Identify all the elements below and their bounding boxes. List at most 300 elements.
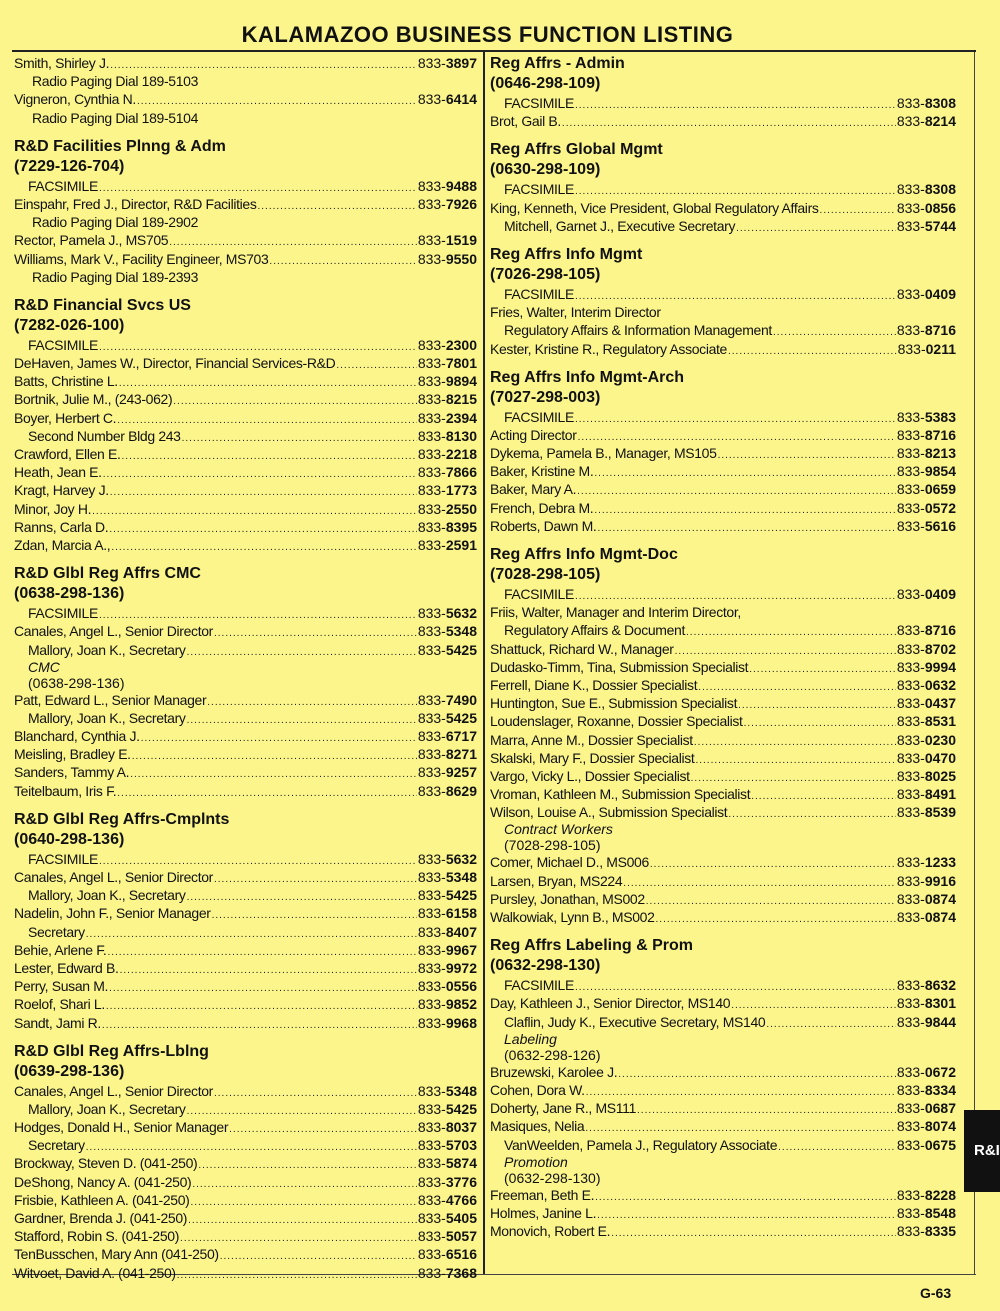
listing-entry xyxy=(14,977,477,995)
listing-entry xyxy=(490,408,956,426)
phone-prefix: 833- xyxy=(896,1063,925,1080)
phone-prefix: 833- xyxy=(896,804,925,821)
phone-extension: 0675 xyxy=(924,1136,956,1153)
entry-name: Batts, Christine L. xyxy=(14,373,118,390)
listing-entry xyxy=(14,500,477,518)
department-section xyxy=(14,54,477,127)
phone-extension: 1773 xyxy=(445,482,477,499)
phone-prefix: 833- xyxy=(417,391,446,408)
right-column xyxy=(490,54,956,1240)
department-section xyxy=(14,1042,477,1282)
phone-extension: 9488 xyxy=(445,177,477,194)
entry-phone xyxy=(897,658,956,676)
entry-name: Cohen, Dora W. xyxy=(490,1081,585,1098)
entry-phone xyxy=(418,1173,477,1191)
phone-extension: 5425 xyxy=(445,1100,477,1117)
phone-extension: 8629 xyxy=(445,782,477,799)
entry-name: Heath, Jean E. xyxy=(14,464,102,481)
entry-name: Brockway, Steven D. (041-250) xyxy=(14,1155,198,1172)
entry-phone xyxy=(418,427,477,445)
phone-extension: 0470 xyxy=(924,749,956,766)
listing-entry xyxy=(490,1136,956,1154)
dot-leader xyxy=(336,357,416,375)
phone-extension: 9844 xyxy=(924,1013,956,1030)
subsection-code: (0632-298-126) xyxy=(504,1046,601,1063)
entry-phone xyxy=(897,749,956,767)
phone-prefix: 833- xyxy=(417,1100,446,1117)
entry-name: Walkowiak, Lynn B., MS002 xyxy=(490,909,655,925)
entry-name: Skalski, Mary F., Dossier Specialist xyxy=(490,749,695,766)
entry-name: King, Kenneth, Vice President, Global Regulatory Affairs xyxy=(490,199,819,216)
entry-phone xyxy=(418,868,477,886)
department-code: (7027-298-003) xyxy=(490,388,601,406)
entry-phone xyxy=(897,462,956,480)
entry-name: Baker, Kristine M. xyxy=(490,463,594,480)
entry-name: Holmes, Janine L. xyxy=(490,1204,597,1221)
department-section xyxy=(490,54,956,130)
entry-name: Vroman, Kathleen M., Submission Specialist xyxy=(490,786,751,803)
entry-phone xyxy=(418,518,477,536)
dot-leader xyxy=(611,1225,896,1243)
dot-leader xyxy=(132,748,417,766)
phone-extension: 9894 xyxy=(445,373,477,390)
top-rule xyxy=(12,50,976,52)
entry-phone xyxy=(418,1264,477,1282)
listing-entry xyxy=(490,585,956,603)
listing-entry xyxy=(14,1227,477,1245)
phone-extension: 5348 xyxy=(445,623,477,640)
entry-phone xyxy=(897,853,956,871)
entry-name: Crawford, Ellen E. xyxy=(14,446,121,462)
entry-phone xyxy=(897,908,956,926)
entry-phone xyxy=(897,199,956,217)
entry-phone xyxy=(897,585,956,603)
phone-extension: 8702 xyxy=(924,640,956,657)
entry-name: FACSIMILE xyxy=(28,850,98,867)
phone-prefix: 833- xyxy=(417,500,446,517)
entry-phone xyxy=(897,731,956,749)
phone-prefix: 833- xyxy=(896,854,925,871)
phone-extension: 1233 xyxy=(924,854,956,871)
phone-extension: 8308 xyxy=(924,181,956,198)
listing-note: Radio Paging Dial 189-5103 xyxy=(32,73,199,90)
entry-name: Claflin, Judy K., Executive Secretary, MS140 xyxy=(504,1013,766,1030)
dot-leader xyxy=(207,694,417,712)
phone-prefix: 833- xyxy=(896,622,925,639)
phone-prefix: 833- xyxy=(896,640,925,657)
entry-name: Canales, Angel L., Senior Director xyxy=(14,1082,213,1099)
phone-extension: 6414 xyxy=(445,91,477,108)
phone-prefix: 833- xyxy=(417,691,446,708)
department-section xyxy=(490,936,956,1240)
phone-prefix: 833- xyxy=(896,786,925,803)
phone-prefix: 833- xyxy=(417,250,446,267)
dot-leader xyxy=(92,503,417,521)
entry-phone xyxy=(897,499,956,517)
listing-entry xyxy=(490,180,956,198)
phone-prefix: 833- xyxy=(896,658,925,675)
dot-leader xyxy=(751,788,896,806)
department-name: Reg Affrs - Admin xyxy=(490,55,625,72)
phone-extension: 6717 xyxy=(445,728,477,745)
phone-extension: 7926 xyxy=(445,195,477,212)
listing-entry xyxy=(490,112,956,130)
listing-entry xyxy=(490,94,956,112)
entry-phone xyxy=(418,177,477,195)
entry-phone xyxy=(418,1082,477,1100)
phone-prefix: 833- xyxy=(417,959,446,976)
entry-phone xyxy=(418,977,477,995)
phone-extension: 8271 xyxy=(445,746,477,763)
entry-name: Canales, Angel L., Senior Director xyxy=(14,869,213,885)
entry-phone xyxy=(418,354,477,372)
department-section xyxy=(14,564,477,800)
phone-prefix: 833- xyxy=(417,1191,446,1208)
phone-prefix: 833- xyxy=(896,731,925,748)
dot-leader xyxy=(575,97,896,115)
dot-leader xyxy=(595,1189,896,1207)
entry-phone xyxy=(898,340,956,358)
entry-name: DeHaven, James W., Director, Financial Services-R&D xyxy=(14,355,336,372)
phone-extension: 9967 xyxy=(445,941,477,958)
listing-entry xyxy=(14,536,477,554)
entry-phone xyxy=(418,622,477,640)
phone-extension: 9550 xyxy=(445,250,477,267)
entry-phone xyxy=(897,285,956,303)
listing-note: Friis, Walter, Manager and Interim Director, xyxy=(490,604,741,621)
phone-prefix: 833- xyxy=(896,977,925,994)
phone-extension: 8130 xyxy=(445,427,477,444)
phone-extension: 8531 xyxy=(924,713,956,730)
entry-phone xyxy=(418,641,477,659)
dot-leader xyxy=(141,730,417,748)
entry-phone xyxy=(897,1186,956,1204)
entry-name: Kragt, Harvey J. xyxy=(14,482,109,499)
entry-phone xyxy=(418,195,477,213)
listing-entry xyxy=(490,1222,956,1240)
entry-phone xyxy=(418,54,477,72)
entry-phone xyxy=(418,1191,477,1209)
listing-entry xyxy=(14,1264,477,1282)
dot-leader xyxy=(107,944,416,962)
entry-phone xyxy=(897,1081,956,1099)
entry-phone xyxy=(418,959,477,977)
phone-prefix: 833- xyxy=(896,322,925,339)
listing-entry xyxy=(490,517,956,535)
entry-phone xyxy=(897,621,956,639)
phone-extension: 9257 xyxy=(445,764,477,781)
phone-prefix: 833- xyxy=(896,113,925,130)
department-name: Reg Affrs Info Mgmt xyxy=(490,245,643,263)
phone-extension: 5632 xyxy=(445,850,477,867)
dot-leader xyxy=(187,644,417,662)
listing-entry xyxy=(490,908,956,926)
phone-prefix: 833- xyxy=(417,177,446,194)
phone-prefix: 833- xyxy=(896,767,925,784)
dot-leader xyxy=(738,697,896,715)
entry-name: Secretary xyxy=(28,1137,85,1154)
phone-extension: 0659 xyxy=(924,481,956,498)
entry-name: Mallory, Joan K., Secretary xyxy=(28,641,186,658)
phone-extension: 9994 xyxy=(924,658,956,675)
phone-extension: 5348 xyxy=(445,869,477,885)
dot-leader xyxy=(106,998,417,1016)
entry-phone xyxy=(418,481,477,499)
dot-leader xyxy=(778,1139,896,1157)
dot-leader xyxy=(744,715,896,733)
listing-entry xyxy=(490,621,956,639)
phone-extension: 9916 xyxy=(924,872,956,889)
phone-extension: 0230 xyxy=(924,731,956,748)
entry-phone xyxy=(418,500,477,518)
entry-name: Frisbie, Kathleen A. (041-250) xyxy=(14,1191,190,1208)
phone-extension: 8407 xyxy=(445,923,477,940)
entry-phone xyxy=(897,444,956,462)
entry-name: Mallory, Joan K., Secretary xyxy=(28,709,186,726)
department-section xyxy=(14,810,477,1032)
department-name: R&D Glbl Reg Affrs-Cmplnts xyxy=(14,810,230,828)
phone-extension: 5425 xyxy=(445,641,477,658)
entry-phone xyxy=(897,712,956,730)
entry-name: Ranns, Carla D. xyxy=(14,518,109,535)
dot-leader xyxy=(736,220,896,238)
entry-phone xyxy=(418,904,477,922)
listing-entry xyxy=(14,1173,477,1191)
entry-name: Monovich, Robert E. xyxy=(490,1223,611,1240)
phone-prefix: 833- xyxy=(896,1100,925,1117)
listing-entry xyxy=(14,1100,477,1118)
listing-entry xyxy=(490,480,956,498)
phone-extension: 8037 xyxy=(445,1119,477,1136)
listing-entry xyxy=(14,941,477,959)
entry-phone xyxy=(897,321,956,339)
department-name: R&D Glbl Reg Affrs-Lblng xyxy=(14,1042,209,1060)
dot-leader xyxy=(220,1248,417,1266)
entry-name: Behie, Arlene F. xyxy=(14,941,107,958)
entry-phone xyxy=(418,390,477,408)
entry-name: Ferrell, Diane K., Dossier Specialist xyxy=(490,676,698,693)
phone-prefix: 833- xyxy=(896,95,925,111)
entry-name: Doherty, Jane R., MS111 xyxy=(490,1100,637,1117)
phone-prefix: 833- xyxy=(417,623,446,640)
phone-extension: 8539 xyxy=(924,804,956,821)
subsection-name: Labeling xyxy=(504,1030,557,1047)
entry-phone xyxy=(897,426,956,444)
listing-entry xyxy=(490,694,956,712)
listing-entry xyxy=(490,1204,956,1222)
entry-name: Huntington, Sue E., Submission Specialist xyxy=(490,695,738,712)
phone-prefix: 833- xyxy=(417,709,446,726)
phone-prefix: 833- xyxy=(417,55,446,71)
listing-entry xyxy=(490,803,956,821)
entry-phone xyxy=(897,640,956,658)
entry-phone xyxy=(897,976,956,994)
phone-extension: 3897 xyxy=(445,55,477,71)
department-section xyxy=(490,545,956,926)
phone-prefix: 833- xyxy=(417,91,446,108)
listing-entry xyxy=(14,641,477,659)
entry-name: Larsen, Bryan, MS224 xyxy=(490,872,623,889)
entry-name: Nadelin, John F., Senior Manager xyxy=(14,905,211,922)
entry-name: FACSIMILE xyxy=(504,95,574,111)
right-rule xyxy=(974,52,975,1275)
phone-extension: 8491 xyxy=(924,786,956,803)
entry-phone xyxy=(418,231,477,249)
phone-extension: 8335 xyxy=(924,1223,956,1240)
department-section xyxy=(490,368,956,535)
entry-name: Masiques, Nelia xyxy=(490,1118,585,1135)
entry-name: Pursley, Jonathan, MS002 xyxy=(490,890,645,907)
listing-note: Radio Paging Dial 189-5104 xyxy=(32,109,199,126)
phone-extension: 8308 xyxy=(924,95,956,111)
listing-entry xyxy=(490,640,956,658)
department-code: (0632-298-130) xyxy=(490,957,601,975)
entry-phone xyxy=(418,336,477,354)
entry-phone xyxy=(418,409,477,427)
entry-name: Baker, Mary A. xyxy=(490,481,577,498)
entry-phone xyxy=(897,872,956,890)
entry-phone xyxy=(418,691,477,709)
listing-entry xyxy=(14,995,477,1013)
listing-note: Radio Paging Dial 189-2393 xyxy=(32,268,199,285)
entry-name: Day, Kathleen J., Senior Director, MS140 xyxy=(490,995,731,1012)
dot-leader xyxy=(214,871,417,889)
dot-leader xyxy=(111,539,416,557)
listing-entry xyxy=(14,604,477,622)
phone-prefix: 833- xyxy=(417,1264,446,1281)
phone-prefix: 833- xyxy=(896,1204,925,1221)
phone-prefix: 833- xyxy=(417,905,446,922)
listing-entry xyxy=(14,727,477,745)
section-tab[interactable] xyxy=(964,1110,1000,1192)
entry-phone xyxy=(897,112,956,130)
dot-leader xyxy=(728,806,895,824)
phone-extension: 8301 xyxy=(924,995,956,1012)
entry-name: Kester, Kristine R., Regulatory Associate xyxy=(490,340,727,357)
entry-phone xyxy=(897,694,956,712)
dot-leader xyxy=(820,202,896,220)
listing-entry xyxy=(14,372,477,390)
listing-entry xyxy=(490,321,956,339)
entry-name: Regulatory Affairs & Information Management xyxy=(504,322,772,339)
dot-leader xyxy=(173,393,417,411)
dot-leader xyxy=(594,465,895,483)
phone-extension: 8334 xyxy=(924,1081,956,1098)
phone-prefix: 833- xyxy=(417,232,446,249)
listing-entry xyxy=(14,90,477,108)
phone-prefix: 833- xyxy=(417,941,446,958)
dot-leader xyxy=(575,411,896,429)
listing-entry xyxy=(490,217,956,235)
listing-entry xyxy=(14,354,477,372)
subsection-name: Contract Workers xyxy=(504,821,613,838)
phone-extension: 0556 xyxy=(445,978,477,995)
subsection-name: CMC xyxy=(28,658,60,675)
listing-entry xyxy=(490,340,956,358)
entry-phone xyxy=(897,480,956,498)
dot-leader xyxy=(177,1267,417,1285)
phone-prefix: 833- xyxy=(417,1155,446,1172)
entry-name: Boyer, Herbert C. xyxy=(14,409,117,426)
entry-phone xyxy=(418,941,477,959)
listing-entry xyxy=(14,445,477,463)
department-name: R&D Facilities Plnng & Adm xyxy=(14,137,226,155)
listing-entry xyxy=(490,767,956,785)
department-code: (0640-298-136) xyxy=(14,830,125,848)
phone-prefix: 833- xyxy=(417,1014,446,1031)
department-name: Reg Affrs Info Mgmt-Doc xyxy=(490,546,678,563)
listing-entry xyxy=(490,1063,956,1081)
entry-phone xyxy=(897,1136,956,1154)
phone-extension: 0874 xyxy=(924,909,956,925)
entry-name: Gardner, Brenda J. (041-250) xyxy=(14,1210,188,1226)
entry-name: Loudenslager, Roxanne, Dossier Specialist xyxy=(490,713,743,730)
department-code: (7282-026-100) xyxy=(14,316,125,334)
entry-name: Canales, Angel L., Senior Director xyxy=(14,623,213,640)
phone-extension: 8228 xyxy=(924,1186,956,1203)
dot-leader xyxy=(117,785,417,803)
dot-leader xyxy=(646,893,896,911)
dot-leader xyxy=(749,661,896,679)
section-tab-label: R&I xyxy=(974,1142,1000,1159)
listing-entry xyxy=(490,1013,956,1031)
entry-name: Teitelbaum, Iris F. xyxy=(14,782,117,799)
phone-prefix: 833- xyxy=(896,676,925,693)
listing-entry xyxy=(14,54,477,72)
department-code: (7026-298-105) xyxy=(490,265,601,283)
entry-phone xyxy=(897,180,956,198)
entry-name: DeShong, Nancy A. (041-250) xyxy=(14,1173,192,1190)
entry-phone xyxy=(897,890,956,908)
entry-phone xyxy=(418,1014,477,1032)
dot-leader xyxy=(120,962,417,980)
department-name: Reg Affrs Info Mgmt-Arch xyxy=(490,368,685,386)
phone-prefix: 833- xyxy=(896,1223,925,1240)
entry-phone xyxy=(418,372,477,390)
listing-entry xyxy=(14,763,477,781)
dot-leader xyxy=(198,1157,416,1175)
dot-leader xyxy=(122,448,417,466)
entry-name: Meisling, Bradley E. xyxy=(14,746,131,763)
listing-entry xyxy=(490,462,956,480)
entry-phone xyxy=(897,1099,956,1117)
entry-phone xyxy=(418,709,477,727)
listing-entry xyxy=(14,886,477,904)
listing-entry xyxy=(14,745,477,763)
listing-entry xyxy=(14,1209,477,1227)
entry-name: Zdan, Marcia A., xyxy=(14,536,111,553)
listing-entry xyxy=(14,622,477,640)
listing-entry xyxy=(490,731,956,749)
phone-prefix: 833- xyxy=(417,518,446,535)
phone-prefix: 833- xyxy=(417,1137,446,1154)
dot-leader xyxy=(773,324,896,342)
phone-extension: 8548 xyxy=(924,1204,956,1221)
listing-entry xyxy=(14,850,477,868)
department-name: R&D Glbl Reg Affrs CMC xyxy=(14,565,201,583)
phone-prefix: 833- xyxy=(417,605,446,622)
phone-extension: 5425 xyxy=(445,709,477,726)
entry-phone xyxy=(897,803,956,821)
phone-extension: 1519 xyxy=(445,232,477,249)
phone-prefix: 833- xyxy=(896,217,925,234)
dot-leader xyxy=(86,926,417,944)
entry-name: Mallory, Joan K., Secretary xyxy=(28,1100,186,1117)
phone-extension: 0672 xyxy=(924,1063,956,1080)
phone-extension: 8716 xyxy=(924,322,956,339)
dot-leader xyxy=(597,520,895,538)
dot-leader xyxy=(597,1207,896,1225)
